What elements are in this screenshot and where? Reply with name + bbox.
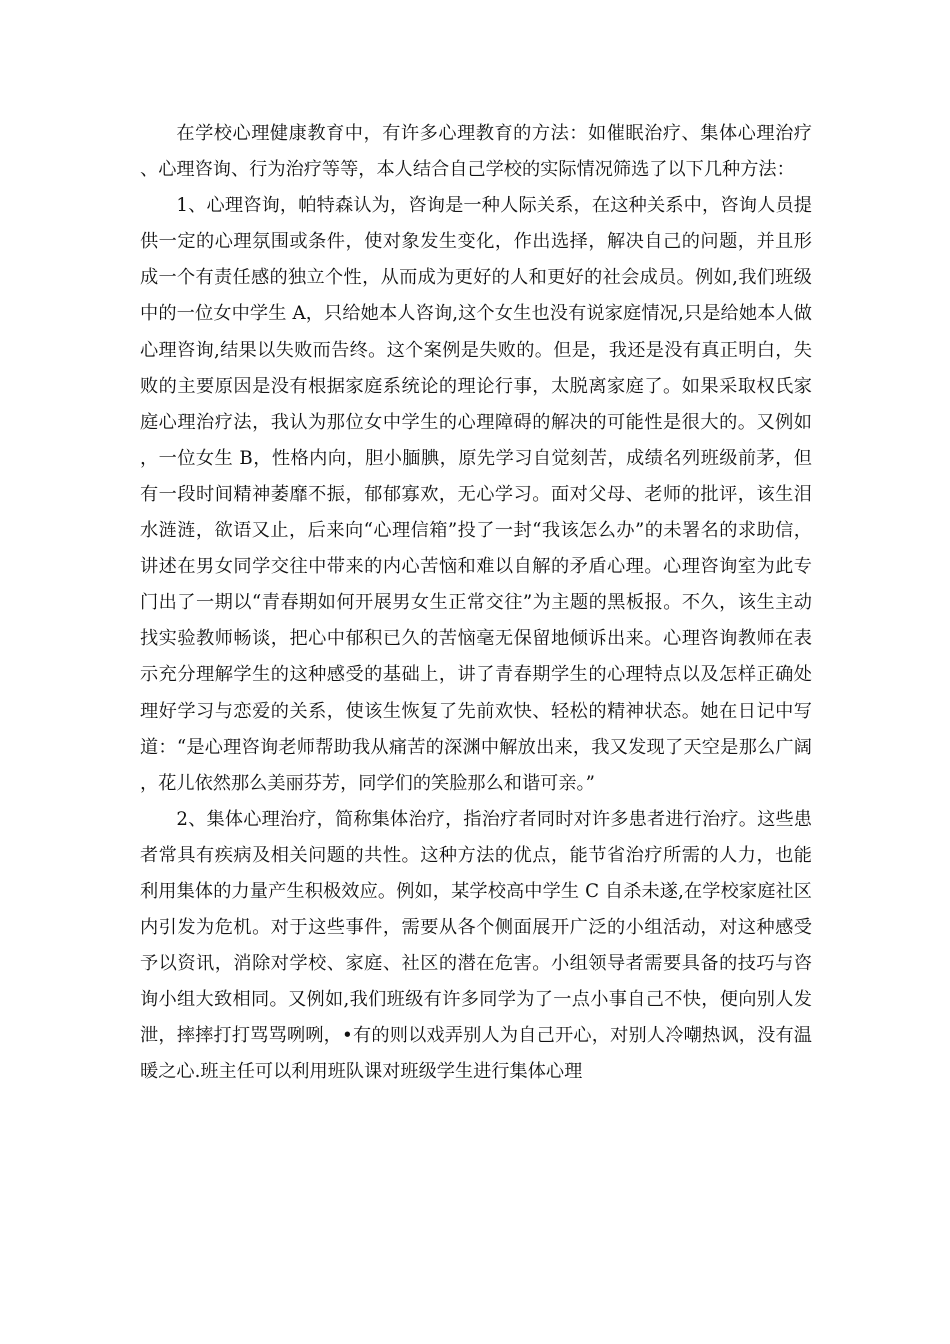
method-1-paragraph: 1、心理咨询，帕特森认为，咨询是一种人际关系，在这种关系中，咨询人员提供一定的心理氛围或条件，使对象发生变化，作出选择，解决自己的问题，并且形成一个有责任感的独立个性，从而成为更好的人和更好的社会成员。例如,我们班级中的一位女中学生 A，只给她本人咨询,这个女生也没有说家庭情况,只是给她本人做心理咨询,结果以失败而告终。这个案例是失败的。但是，我还是没有真正明白，失败的主要原因是没有根据家庭系统论的理论行事，太脱离家庭了。如果采取权氏家庭心理治疗法，我认为那位女中学生的心理障碍的解决的可能性是很大的。又例如，一位女生 B，性格内向，胆小腼腆，原先学习自觉刻苦，成绩名列班级前茅，但有一段时间精神萎靡不振，郁郁寡欢，无心学习。面对父母、老师的批评，该生泪水涟涟，欲语又止，后来向“心理信箱”投了一封“我该怎么办”的未署名的求助信，讲述在男女同学交往中带来的内心苦恼和难以自解的矛盾心理。心理咨询室为此专门出了一期以“青春期如何开展男女生正常交往”为主题的黑板报。不久，该生主动找实验教师畅谈，把心中郁积已久的苦恼毫无保留地倾诉出来。心理咨询教师在表示充分理解学生的这种感受的基础上，讲了青春期学生的心理特点以及怎样正确处理好学习与恋爱的关系，使该生恢复了先前欢快、轻松的精神状态。她在日记中写道：“是心理咨询老师帮助我从痛苦的深渊中解放出来，我又发现了天空是那么广阔，花儿依然那么美丽芬芳，同学们的笑脸那么和谐可亲。” bbox=[140, 195, 812, 794]
document-body bbox=[140, 116, 812, 1091]
intro-paragraph: 在学校心理健康教育中，有许多心理教育的方法：如催眠治疗、集体心理治疗、心理咨询、行为治疗等等，本人结合自己学校的实际情况筛选了以下几种方法： bbox=[140, 123, 812, 181]
method-2-paragraph: 2、集体心理治疗，简称集体治疗，指治疗者同时对许多患者进行治疗。这些患者常具有疾病及相关问题的共性。这种方法的优点，能节省治疗所需的人力，也能利用集体的力量产生积极效应。例如，某学校高中学生 C 自杀未遂,在学校家庭社区内引发为危机。对于这些事件，需要从各个侧面展开广泛的小组活动，对这种感受予以资讯，消除对学校、家庭、社区的潜在危害。小组领导者需要具备的技巧与咨询小组大致相同。又例如,我们班级有许多同学为了一点小事自己不快，便向别人发泄，摔摔打打骂骂咧咧，•有的则以戏弄别人为自己开心，对别人冷嘲热讽，没有温暖之心.班主任可以利用班队课对班级学生进行集体心理 bbox=[140, 808, 812, 1083]
